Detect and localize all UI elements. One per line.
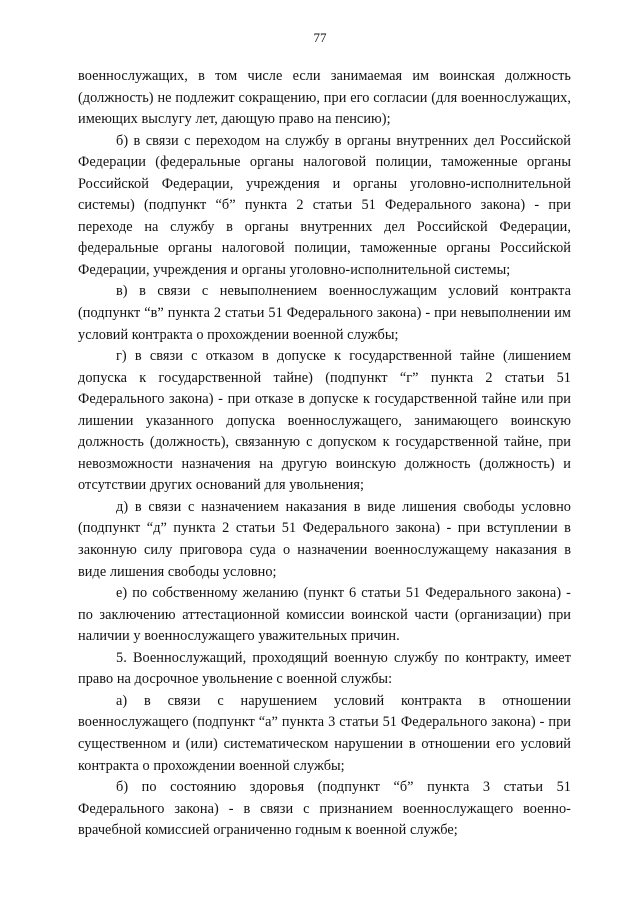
paragraph-subitem-v: в) в связи с невыполнением военнослужащим условий контракта (подпункт “в” пункта 2 статьи 51 Федерального закона) - при невыполнении им условий контракта о прохождении военной службы; xyxy=(78,283,571,343)
paragraph-subitem-b: б) в связи с переходом на службу в органы внутренних дел Российской Федерации (федеральные органы налоговой полиции, таможенные органы Российской Федерации, учреждения и органы уголовно-исполнительной системы) (подпункт “б” пункта 2 статьи 51 Федерального закона) - при переходе на службу в органы внутренних дел Российской Федерации, федеральные органы налоговой полиции, таможенные органы Российской Федерации, учреждения и органы уголовно-исполнительной системы; xyxy=(78,132,571,278)
paragraph-continuation: военнослужащих, в том числе если занимаемая им воинская должность (должность) не подлежит сокращению, при его согласии (для военнослужащих, имеющих выслугу лет, дающую право на пенсию); xyxy=(78,68,571,128)
page-number: 77 xyxy=(313,30,327,45)
document-body xyxy=(78,66,571,842)
paragraph-subitem-e: е) по собственному желанию (пункт 6 статьи 51 Федерального закона) - по заключению аттестационной комиссии воинской части (организации) при наличии у военнослужащего уважительных причин. xyxy=(78,585,571,645)
paragraph-subitem-d: д) в связи с назначением наказания в виде лишения свободы условно (подпункт “д” пункта 2 статьи 51 Федерального закона) - при вступлении в законную силу приговора суда о назначении военнослужащему наказания в виде лишения свободы условно; xyxy=(78,498,571,580)
paragraph-subitem-g: г) в связи с отказом в допуске к государственной тайне (лишением допуска к государственной тайне) (подпункт “г” пункта 2 статьи 51 Федерального закона) - при отказе в допуске к государственной тайне или при лишении указанного допуска военнослужащего, занимающего воинскую должность (должность), связанную с допуском к государственной тайне, при невозможности назначения на другую воинскую должность (должность) и отсутствии других оснований для увольнения; xyxy=(78,348,571,494)
paragraph-item-5: 5. Военнослужащий, проходящий военную службу по контракту, имеет право на досрочное увольнение с военной службы: xyxy=(78,649,571,688)
paragraph-item-5-subitem-b: б) по состоянию здоровья (подпункт “б” пункта 3 статьи 51 Федерального закона) - в связи с признанием военнослужащего военно-врачебной комиссией ограниченно годным к военной службе; xyxy=(78,779,571,839)
paragraph-item-5-subitem-a: а) в связи с нарушением условий контракта в отношении военнослужащего (подпункт “а” пункта 3 статьи 51 Федерального закона) - при существенном и (или) систематическом нарушении в отношении его условий контракта о прохождении военной службы; xyxy=(78,692,571,774)
